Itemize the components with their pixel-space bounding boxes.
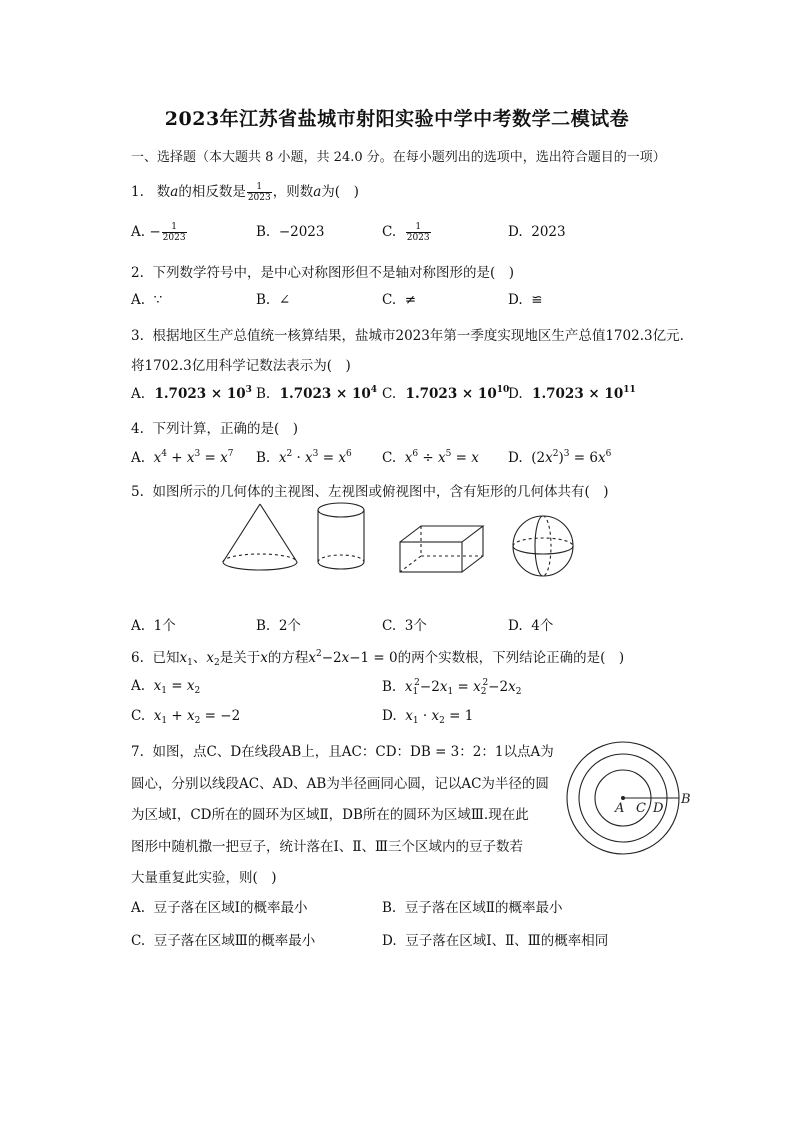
option-b: B. $1.7023 \times 10^4$ — [256, 385, 378, 402]
question-number: 1. — [131, 184, 144, 200]
question-3-line-1: 3. 根据地区生产总值统一核算结果，盐城市2023年第一季度实现地区生产总值1702.3亿元. — [131, 328, 684, 344]
section-header: 一、选择题（本大题共 8 小题，共 24.0 分。在每小题列出的选项中，选出符合题目的一项） — [131, 150, 666, 165]
question-7-line-4: 图形中随机撒一把豆子，统计落在Ⅰ、Ⅱ、Ⅲ三个区域内的豆子数若 — [131, 839, 524, 855]
point-b-label: B — [681, 792, 691, 807]
option-d: D. $x_1 \cdot x_2 = 1$ — [382, 708, 474, 726]
solids-figure — [215, 500, 585, 580]
cone-shape — [223, 504, 297, 570]
option-a: A. $1.7023 \times 10^3$ — [131, 385, 252, 402]
option-b: B. ∠ — [256, 292, 291, 308]
option-d: D. $(2x^2)^3 = 6x^6$ — [508, 449, 612, 466]
question-2: 2. 下列数学符号中，是中心对称图形但不是轴对称图形的是( ) — [131, 265, 515, 281]
question-5: 5. 如图所示的几何体的主视图、左视图或俯视图中，含有矩形的几何体共有( ) — [131, 484, 609, 500]
question-1: 1. 数a的相反数是 $\frac{1}{2023}$ ，则数a为( ) — [131, 182, 359, 203]
question-7-line-3: 为区域Ⅰ，CD所在的圆环为区域Ⅱ，DB所在的圆环为区域Ⅲ.现在此 — [131, 807, 529, 823]
option-a: A. − $\frac{1}{2023}$ — [131, 222, 186, 243]
fraction: $\frac{1}{2023}$ — [247, 182, 271, 203]
option-a: A. $x^4 + x^3 = x^7$ — [131, 449, 234, 466]
cylinder-shape — [318, 503, 364, 569]
point-d-label: D — [653, 801, 664, 816]
option-c: C. $1.7023 \times 10^{10}$ — [382, 385, 510, 402]
point-a-label: A — [615, 801, 625, 816]
option-d: D. 豆子落在区域Ⅰ、Ⅱ、Ⅲ的概率相同 — [382, 933, 609, 949]
option-c: C. ≠ — [382, 292, 417, 308]
option-b: B. 豆子落在区域Ⅱ的概率最小 — [382, 900, 563, 916]
question-6: 6. 已知$x_1$、$x_2$是关于x的方程$x^2-2x-1 = 0$的两个实数根，下列结论正确的是( ) — [131, 649, 625, 668]
option-a: A. 豆子落在区域Ⅰ的概率最小 — [131, 900, 308, 916]
question-7-line-1: 7. 如图，点C、D在线段AB上，且AC：CD：DB = 3：2：1以点A为 — [131, 744, 554, 760]
concentric-circles-figure — [560, 735, 710, 865]
option-d: D. ≌ — [508, 292, 543, 308]
option-b: B. −2023 — [256, 224, 325, 240]
question-3-line-2: 将1702.3亿用科学记数法表示为( ) — [131, 358, 351, 374]
option-c: C. $x_1 + x_2 = -2$ — [131, 708, 241, 726]
point-c-label: C — [636, 801, 646, 816]
option-c: C. 3个 — [382, 618, 427, 634]
page-title: 2023年江苏省盐城市射阳实验中学中考数学二模试卷 — [164, 108, 630, 130]
option-c: C. $x^6 \div x^5 = x$ — [382, 449, 479, 466]
option-c: C. 豆子落在区域Ⅲ的概率最小 — [131, 933, 316, 949]
option-b: B. $x^2 \cdot x^3 = x^6$ — [256, 449, 352, 466]
option-a: A. 1个 — [131, 618, 176, 634]
option-d: D. $1.7023 \times 10^{11}$ — [508, 385, 636, 402]
cuboid-shape — [400, 526, 483, 572]
sphere-shape — [513, 516, 573, 576]
option-c: C. $\frac{1}{2023}$ — [382, 222, 430, 243]
question-4: 4. 下列计算，正确的是( ) — [131, 421, 299, 437]
option-b: B. 2个 — [256, 618, 301, 634]
option-d: D. 4个 — [508, 618, 554, 634]
option-a: A. $x_1 = x_2$ — [131, 678, 201, 696]
question-7-line-5: 大量重复此实验，则( ) — [131, 870, 277, 886]
option-a: A. ∵ — [131, 292, 163, 308]
question-7-line-2: 圆心，分别以线段AC、AD、AB为半径画同心圆，记以AC为半径的圆 — [131, 776, 549, 792]
option-b: B. $x_1^2-2x_1 = x_2^2-2x_2$ — [382, 678, 522, 697]
option-d: D. 2023 — [508, 224, 566, 240]
